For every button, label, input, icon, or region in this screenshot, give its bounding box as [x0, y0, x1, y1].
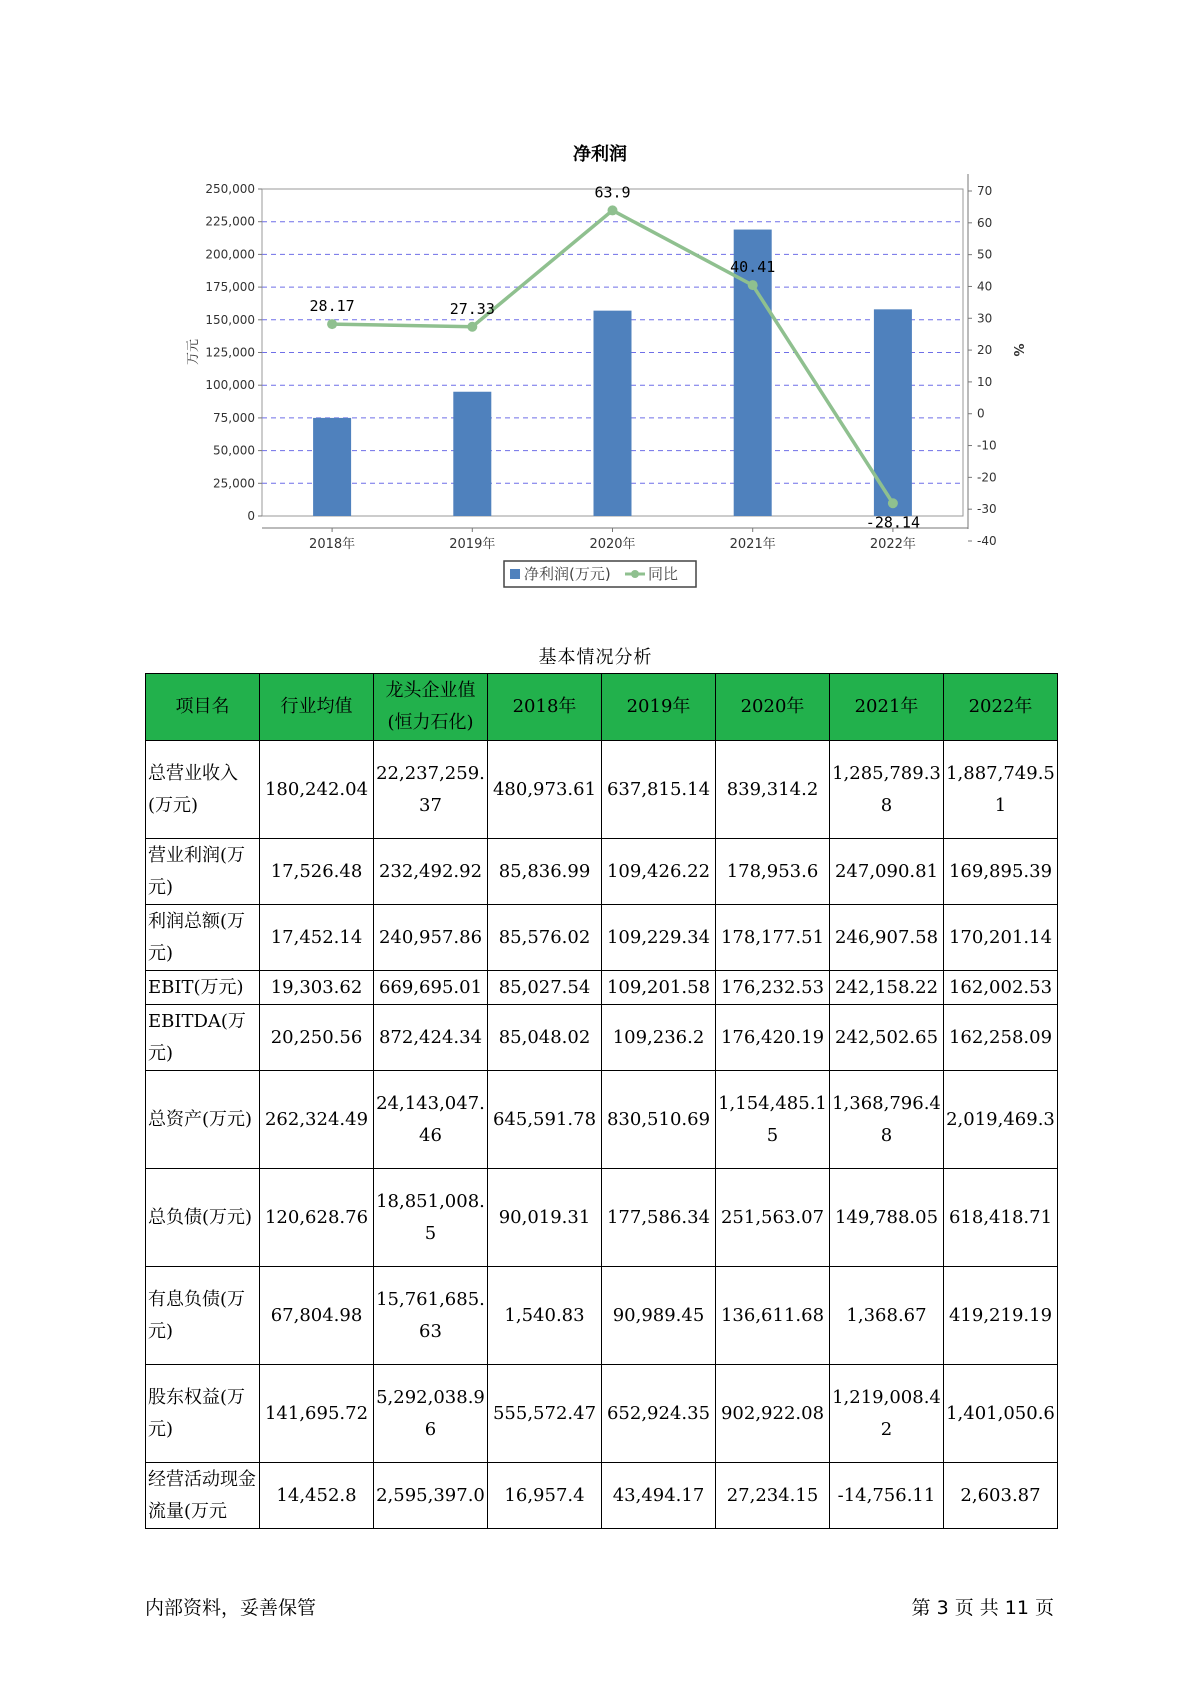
table-cell: 2,595,397.0: [374, 1463, 488, 1529]
header-cell: 行业均值: [260, 674, 374, 741]
y-axis-tick-label: 75,000: [213, 410, 255, 425]
table-cell: 830,510.69: [602, 1071, 716, 1169]
table-cell: 109,201.58: [602, 971, 716, 1005]
y-axis-title: 万元: [186, 338, 201, 366]
table-cell: 22,237,259.37: [374, 741, 488, 839]
chart-title: 净利润: [573, 144, 627, 165]
yoy-point-2021: [748, 280, 758, 290]
row-label-cell: 有息负债(万元): [146, 1267, 260, 1365]
y-axis-tick-label: 0: [247, 509, 255, 523]
row-label-cell: EBIT(万元): [146, 971, 260, 1005]
table-cell: 19,303.62: [260, 971, 374, 1005]
table-row: [146, 1267, 1058, 1365]
y-axis-tick-label: 200,000: [205, 247, 255, 262]
y2-axis-tick-label: 0: [977, 406, 985, 421]
legend-bar-swatch: [510, 569, 520, 579]
row-label-cell: 总负债(万元): [146, 1169, 260, 1267]
table-cell: 645,591.78: [488, 1071, 602, 1169]
table-cell: 43,494.17: [602, 1463, 716, 1529]
table-cell: 170,201.14: [944, 905, 1058, 971]
row-label-cell: 总资产(万元): [146, 1071, 260, 1169]
y2-axis-tick-label: 50: [977, 247, 993, 262]
yoy-data-label: -28.14: [865, 513, 920, 532]
y2-axis-tick-label: 10: [977, 374, 993, 389]
x-axis-tick-label: 2019年: [449, 537, 496, 552]
table-cell: 85,027.54: [488, 971, 602, 1005]
y-axis-tick-label: 125,000: [205, 345, 255, 360]
table-cell: 1,368,796.48: [830, 1071, 944, 1169]
y2-axis-tick-label: 20: [977, 343, 993, 358]
yoy-data-label: 63.9: [594, 183, 631, 202]
table-cell: 17,452.14: [260, 905, 374, 971]
y2-axis-tick-label: 70: [977, 184, 993, 198]
yoy-data-label: 40.41: [730, 258, 776, 277]
footer-confidential-note: 内部资料，妥善保管: [145, 1597, 317, 1619]
table-cell: 85,048.02: [488, 1005, 602, 1071]
table-cell: 177,586.34: [602, 1169, 716, 1267]
table-row: [146, 839, 1058, 905]
table-cell: 2,603.87: [944, 1463, 1058, 1529]
bar-2018: [313, 418, 351, 516]
table-cell: 1,368.67: [830, 1267, 944, 1365]
y2-axis-tick-label: -10: [977, 438, 997, 453]
table-cell: 176,420.19: [716, 1005, 830, 1071]
table-cell: 90,989.45: [602, 1267, 716, 1365]
row-label-cell: 经营活动现金流量(万元: [146, 1463, 260, 1529]
table-cell: 262,324.49: [260, 1071, 374, 1169]
header-cell: 2019年: [602, 674, 716, 741]
table-cell: 109,236.2: [602, 1005, 716, 1071]
table-cell: 20,250.56: [260, 1005, 374, 1071]
yoy-point-2022: [888, 498, 898, 508]
table-row: [146, 1005, 1058, 1071]
table-cell: 1,540.83: [488, 1267, 602, 1365]
table-cell: 180,242.04: [260, 741, 374, 839]
table-cell: 839,314.2: [716, 741, 830, 839]
table-header-row: [146, 674, 1058, 741]
header-cell: 2021年: [830, 674, 944, 741]
table-cell: 24,143,047.46: [374, 1071, 488, 1169]
header-cell: 项目名: [146, 674, 260, 741]
table-row: [146, 1169, 1058, 1267]
y2-axis-title: %: [1010, 343, 1025, 357]
row-label-cell: EBITDA(万元): [146, 1005, 260, 1071]
table-cell: 247,090.81: [830, 839, 944, 905]
table-cell: 17,526.48: [260, 839, 374, 905]
yoy-data-label: 27.33: [449, 299, 495, 318]
table-cell: 652,924.35: [602, 1365, 716, 1463]
table-cell: 14,452.8: [260, 1463, 374, 1529]
table-cell: 15,761,685.63: [374, 1267, 488, 1365]
table-cell: 178,953.6: [716, 839, 830, 905]
row-label-cell: 利润总额(万元): [146, 905, 260, 971]
table-cell: 149,788.05: [830, 1169, 944, 1267]
row-label-cell: 营业利润(万元): [146, 839, 260, 905]
table-cell: 618,418.71: [944, 1169, 1058, 1267]
table-cell: 902,922.08: [716, 1365, 830, 1463]
table-cell: 85,836.99: [488, 839, 602, 905]
table-cell: 176,232.53: [716, 971, 830, 1005]
table-cell: 1,285,789.38: [830, 741, 944, 839]
table-cell: 5,292,038.96: [374, 1365, 488, 1463]
table-cell: 85,576.02: [488, 905, 602, 971]
table-cell: 251,563.07: [716, 1169, 830, 1267]
y-axis-tick-label: 150,000: [205, 312, 255, 327]
table-cell: 555,572.47: [488, 1365, 602, 1463]
table-row: [146, 1365, 1058, 1463]
table-cell: 141,695.72: [260, 1365, 374, 1463]
table-cell: 162,002.53: [944, 971, 1058, 1005]
table-cell: 242,158.22: [830, 971, 944, 1005]
yoy-data-label: 28.17: [309, 297, 355, 316]
y2-axis-tick-label: -30: [977, 502, 997, 517]
yoy-point-2018: [327, 319, 337, 329]
table-cell: 16,957.4: [488, 1463, 602, 1529]
y2-axis-tick-label: 30: [977, 311, 993, 326]
table-cell: 1,219,008.42: [830, 1365, 944, 1463]
table-cell: 669,695.01: [374, 971, 488, 1005]
table-caption: 基本情况分析: [538, 647, 653, 668]
footer-page-number: 第 3 页 共 11 页: [911, 1597, 1054, 1619]
table-row: [146, 905, 1058, 971]
x-axis-tick-label: 2020年: [589, 537, 636, 552]
y2-axis-tick-label: 40: [977, 279, 993, 294]
basic-analysis-table: [145, 673, 1058, 1529]
y2-axis-tick-label: 60: [977, 215, 993, 230]
legend-line-marker: [631, 570, 639, 578]
net-profit-chart: [0, 0, 1191, 640]
row-label-cell: 股东权益(万元): [146, 1365, 260, 1463]
table-cell: 162,258.09: [944, 1005, 1058, 1071]
table-cell: 637,815.14: [602, 741, 716, 839]
x-axis-tick-label: 2022年: [869, 537, 916, 552]
header-cell: 2020年: [716, 674, 830, 741]
y2-axis-tick-label: -40: [977, 534, 997, 548]
y-axis-tick-label: 250,000: [205, 182, 255, 196]
header-cell: 2022年: [944, 674, 1058, 741]
table-cell: 232,492.92: [374, 839, 488, 905]
table-cell: 67,804.98: [260, 1267, 374, 1365]
table-cell: 27,234.15: [716, 1463, 830, 1529]
table-cell: 242,502.65: [830, 1005, 944, 1071]
table-cell: 480,973.61: [488, 741, 602, 839]
y-axis-tick-label: 225,000: [205, 214, 255, 229]
table-cell: 109,229.34: [602, 905, 716, 971]
yoy-point-2020: [608, 205, 618, 215]
table-cell: -14,756.11: [830, 1463, 944, 1529]
table-cell: 109,426.22: [602, 839, 716, 905]
yoy-point-2019: [467, 322, 477, 332]
table-cell: 120,628.76: [260, 1169, 374, 1267]
y-axis-tick-label: 25,000: [213, 476, 255, 491]
bar-2020: [594, 311, 632, 516]
y-axis-tick-label: 100,000: [205, 378, 255, 393]
table-cell: 246,907.58: [830, 905, 944, 971]
table-row: [146, 971, 1058, 1005]
header-cell: 2018年: [488, 674, 602, 741]
legend-line-label: 同比: [648, 565, 679, 583]
legend-bar-label: 净利润(万元): [524, 565, 611, 583]
table-cell: 419,219.19: [944, 1267, 1058, 1365]
table-cell: 178,177.51: [716, 905, 830, 971]
header-cell: 龙头企业值(恒力石化): [374, 674, 488, 741]
table-cell: 1,154,485.15: [716, 1071, 830, 1169]
table-cell: 1,887,749.51: [944, 741, 1058, 839]
table-cell: 18,851,008.5: [374, 1169, 488, 1267]
table-cell: 90,019.31: [488, 1169, 602, 1267]
table-cell: 872,424.34: [374, 1005, 488, 1071]
table-cell: 169,895.39: [944, 839, 1058, 905]
x-axis-tick-label: 2018年: [309, 537, 356, 552]
table-row: [146, 741, 1058, 839]
y2-axis-tick-label: -20: [977, 470, 997, 485]
y-axis-tick-label: 50,000: [213, 443, 255, 458]
row-label-cell: 总营业收入(万元): [146, 741, 260, 839]
bar-2019: [453, 392, 491, 516]
table-row: [146, 1463, 1058, 1529]
table-cell: 1,401,050.6: [944, 1365, 1058, 1463]
table-cell: 136,611.68: [716, 1267, 830, 1365]
table-cell: 2,019,469.3: [944, 1071, 1058, 1169]
table-cell: 240,957.86: [374, 905, 488, 971]
x-axis-tick-label: 2021年: [729, 537, 776, 552]
y-axis-tick-label: 175,000: [205, 280, 255, 295]
table-row: [146, 1071, 1058, 1169]
